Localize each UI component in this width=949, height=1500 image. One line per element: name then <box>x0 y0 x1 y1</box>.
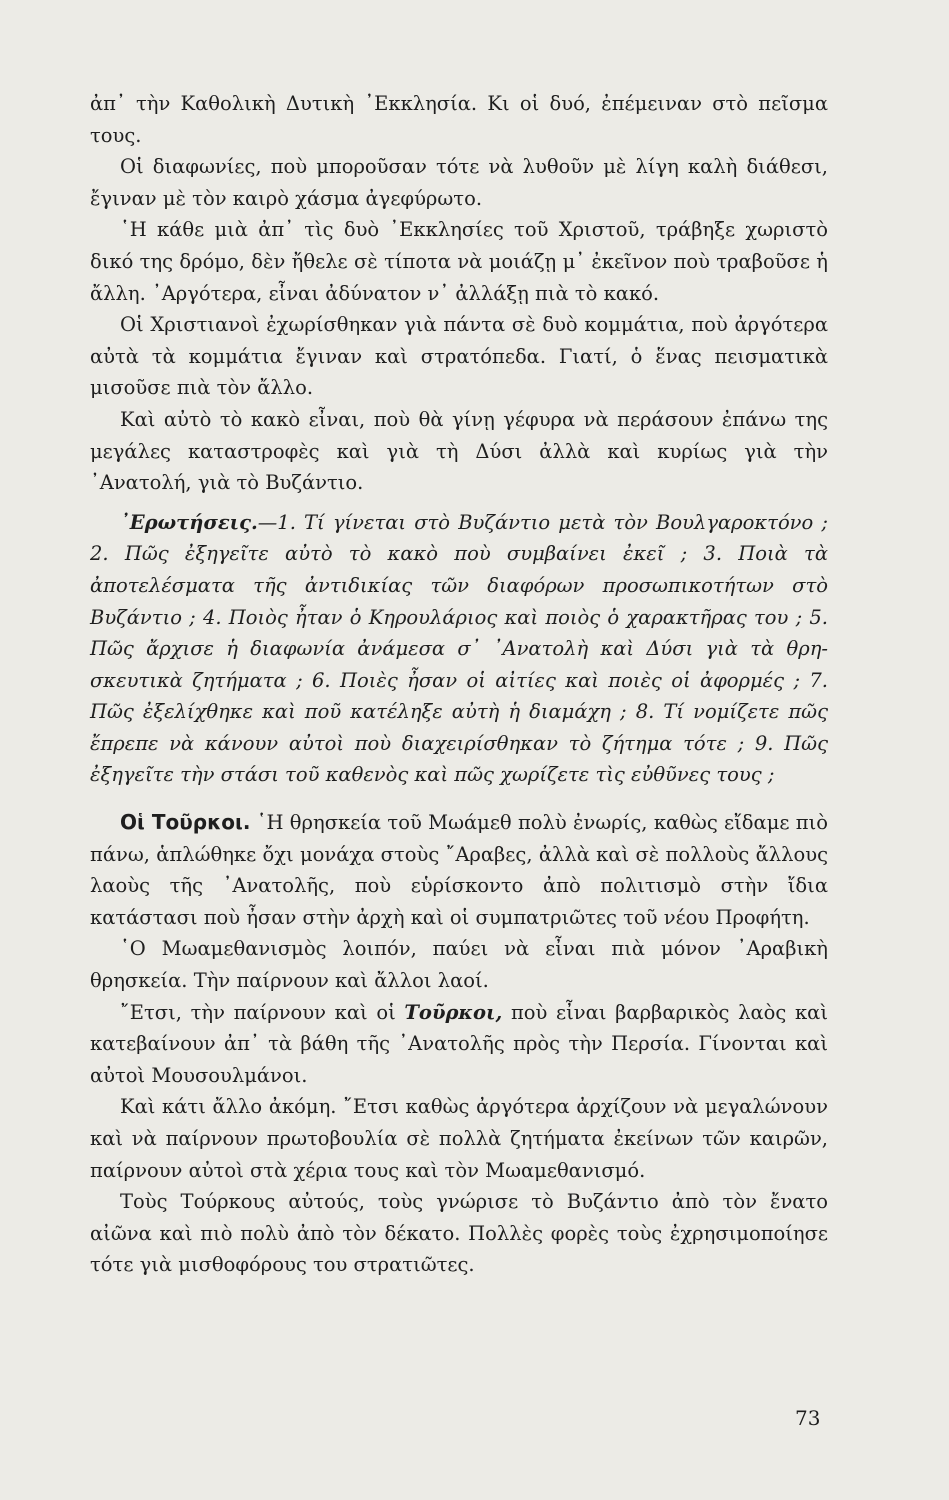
turks-paragraph-2: ῾Ο Μωαμεθανισμὸς λοιπόν, παύει νὰ εἶναι πιὰ μόνον ᾿Αραβικὴ θρησκεία. Τὴν παίρνουν καὶ ἄλλοι λαοί. <box>90 937 828 993</box>
turks-section <box>90 807 828 1281</box>
turks-paragraph-3-end: ποὺ εἶναι βαρβαρικὸς λαὸς καὶ κατεβαίνουν ἀπ᾿ τὰ βάθη τῆς ᾿Ανατολῆς πρὸς τὴν Περσία. Γίνονται καὶ αὐτοὶ Μουσουλμάνοι. <box>90 1000 828 1087</box>
page-body <box>90 88 828 1281</box>
section-heading: Οἱ Τοῦρκοι. <box>120 810 251 835</box>
turks-paragraph-1-text: ῾Η θρησκεία τοῦ Μωάμεθ πολὺ ἐνωρίς, καθὼς εἴδαμε πιὸ πάνω, ἁπλώθηκε ὄχι μονάχα στοὺς ῎Αραβες, ἀλλὰ καὶ σὲ πολλοὺς ἄλλους λαοὺς τῆς ᾿Ανατολῆς, ποὺ εὑρίσκοντο ἀπὸ πολιτισμὸ στὴν ἴδια κατάστασι ποὺ ἦσαν στὴν ἀρχὴ καὶ οἱ συμπατριῶτες τοῦ νέου Προφήτη. <box>90 811 828 929</box>
turks-paragraph-1 <box>90 807 828 933</box>
paragraph-3: ῾Η κάθε μιὰ ἀπ᾿ τὶς δυὸ ᾿Εκκλησίες τοῦ Χριστοῦ, τράβηξε χωριστὸ δικό της δρόμο, δὲν ἤθελε σὲ τίποτα νὰ μοιάζῃ μ᾿ ἐκεῖνον ποὺ τραβοῦσε ἡ ἄλλη. ᾿Αργότερα, εἶναι ἀδύνατον ν᾿ ἀλλάξῃ πιὰ τὸ κακό. <box>90 218 828 305</box>
questions-title: ᾿Ερωτήσεις. <box>120 510 258 534</box>
questions-text: —1. Τί γίνεται στὸ Βυζάντιο μετὰ τὸν Βουλγαροκτόνο ; 2. Πῶς ἐξηγεῖτε αὐτὸ τὸ κακὸ ποὺ συμβαίνει ἐκεῖ ; 3. Ποιὰ τὰ ἀποτελέσματα τῆς ἀντιδικίας τῶν διαφόρων προσωπικοτήτων στὸ Βυζάντιο ; 4. Ποιὸς ἦταν ὁ Κηρουλάριος καὶ ποιὸς ὁ χαρακτῆρας του ; 5. Πῶς ἄρχισε ἡ διαφωνία ἀνάμεσα σ᾿ ᾿Ανατολὴ καὶ Δύσι γιὰ τὰ θρησκευτικὰ ζητήματα ; 6. Ποιὲς ἦσαν οἱ αἰτίες καὶ ποιὲς οἱ ἀφορμές ; 7. Πῶς ἐξελίχθηκε καὶ ποῦ κατέληξε αὐτὴ ἡ διαμάχη ; 8. Τί νομίζετε πῶς ἔπρεπε νὰ κάνουν αὐτοὶ ποὺ διαχειρίσθηκαν τὸ ζήτημα τότε ; 9. Πῶς ἐξηγεῖτε τὴν στάσι τοῦ καθενὸς καὶ πῶς χωρίζετε τὶς εὐθῦνες τους ; <box>90 510 828 787</box>
turks-paragraph-3-start: ῎Ετσι, τὴν παίρνουν καὶ οἱ <box>120 1000 405 1024</box>
paragraph-1: ἀπ᾿ τὴν Καθολικὴ Δυτικὴ ᾿Εκκλησία. Κι οἱ δυό, ἐπέμειναν στὸ πεῖσμα τους. <box>90 92 828 147</box>
paragraph-2: Οἱ διαφωνίες, ποὺ μποροῦσαν τότε νὰ λυθοῦν μὲ λίγη καλὴ διάθεσι, ἔγιναν μὲ τὸν καιρὸ χάσμα ἀγεφύρωτο. <box>90 155 828 210</box>
turks-paragraph-3 <box>90 997 828 1092</box>
paragraph-5: Καὶ αὐτὸ τὸ κακὸ εἶναι, ποὺ θὰ γίνῃ γέφυρα νὰ περάσουν ἐπάνω της μεγάλες καταστροφὲς καὶ γιὰ τὴ Δύσι ἀλλὰ καὶ κυρίως γιὰ τὴν ᾿Ανατολή, γιὰ τὸ Βυζάντιο. <box>90 407 828 495</box>
questions-block <box>90 507 828 791</box>
paragraph-4: Οἱ Χριστιανοὶ ἐχωρίσθηκαν γιὰ πάντα σὲ δυὸ κομμάτια, ποὺ ἀργότερα αὐτὰ τὰ κομμάτια ἔγιναν καὶ στρατόπεδα. Γιατί, ὁ ἕνας πεισματικὰ μισοῦσε πιὰ τὸν ἄλλο. <box>90 313 828 400</box>
turks-paragraph-5: Τοὺς Τούρκους αὐτούς, τοὺς γνώρισε τὸ Βυζάντιο ἀπὸ τὸν ἔνατο αἰῶνα καὶ πιὸ πολὺ ἀπὸ τὸν δέκατο. Πολλὲς φορὲς τοὺς ἐχρησιμοποίησε τότε γιὰ μισθοφόρους του στρατιῶτες. <box>90 1190 828 1277</box>
turks-paragraph-4: Καὶ κάτι ἄλλο ἀκόμη. ῎Ετσι καθὼς ἀργότερα ἀρχίζουν νὰ μεγαλώνουν καὶ νὰ παίρνουν πρωτοβουλία σὲ πολλὰ ζητήματα ἐκείνων τῶν καιρῶν, παίρνουν αὐτοὶ στὰ χέρια τους καὶ τὸν Μωαμεθανισμό. <box>90 1095 828 1182</box>
page-number: 73 <box>795 1406 821 1430</box>
turks-emphasis: Τοῦρκοι, <box>404 1000 503 1024</box>
